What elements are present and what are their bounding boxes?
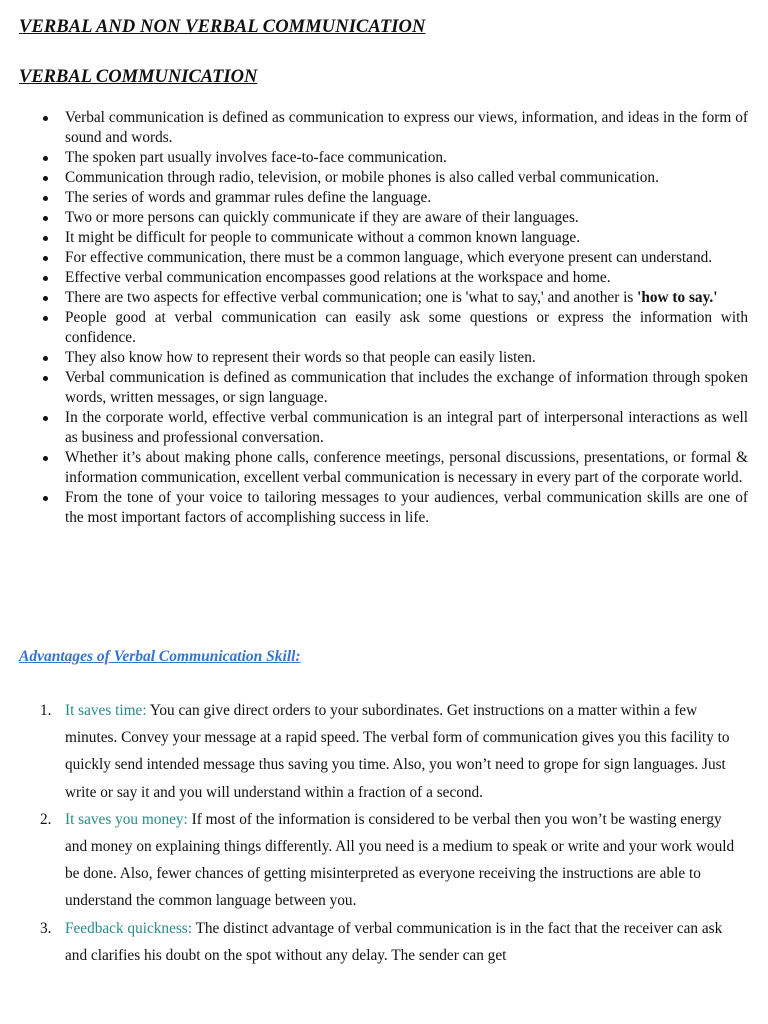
- bullet-item: Effective verbal communication encompasses good relations at the workspace and home.: [65, 268, 748, 288]
- list-number: 3.: [40, 919, 52, 937]
- bullet-item: People good at verbal communication can easily ask some questions or express the information with confidence.: [65, 309, 748, 346]
- bullet-item: Verbal communication is defined as communication to express our views, information, and ideas in the form of sound and words.: [65, 109, 748, 146]
- advantages-heading: Advantages of Verbal Communication Skill:: [19, 648, 301, 665]
- verbal-communication-bullet-list: [0, 108, 768, 528]
- bullet-item: In the corporate world, effective verbal communication is an integral part of interpersonal interactions as well as business and professional conversation.: [65, 409, 748, 446]
- advantage-term: It saves you money:: [65, 810, 188, 828]
- bullet-item: There are two aspects for effective verbal communication; one is 'what to say,' and another is 'how to say.': [65, 288, 748, 308]
- list-number: 2.: [40, 810, 52, 828]
- advantage-term: It saves time:: [65, 702, 147, 719]
- bullet-item: Two or more persons can quickly communicate if they are aware of their languages.: [65, 208, 748, 228]
- document-title: VERBAL AND NON VERBAL COMMUNICATION: [19, 17, 426, 37]
- bullet-item: Verbal communication is defined as communication that includes the exchange of information through spoken words, written messages, or sign language.: [65, 369, 748, 406]
- bullet-item: Communication through radio, television, or mobile phones is also called verbal communication.: [65, 168, 748, 188]
- bullet-item: From the tone of your voice to tailoring messages to your audiences, verbal communication skills are one of the most important factors of accomplishing success in life.: [65, 489, 748, 526]
- bullet-item: For effective communication, there must be a common language, which everyone present can understand.: [65, 248, 748, 268]
- advantage-item: [40, 806, 744, 915]
- bullet-item: The spoken part usually involves face-to-face communication.: [65, 148, 748, 168]
- advantage-term: Feedback quickness:: [65, 919, 193, 937]
- bullet-item: Whether it’s about making phone calls, conference meetings, personal discussions, presentations, or formal & information communication, excellent verbal communication is necessary in every part of the corporate world.: [65, 449, 748, 486]
- bullet-item: They also know how to represent their words so that people can easily listen.: [65, 348, 748, 368]
- bullet-item: It might be difficult for people to communicate without a common known language.: [65, 228, 748, 248]
- advantages-numbered-list: [0, 697, 768, 969]
- advantage-text: If most of the information is considered to be verbal then you won’t be wasting energy and money on explaining things differently. All you need is a medium to speak or write and your work would be done. Also, fewer chances of getting misinterpreted as everyone receiving the instructions are able to understand the common language between you.: [65, 810, 735, 910]
- advantage-text: The distinct advantage of verbal communication is in the fact that the receiver can ask and clarifies his doubt on the spot without any delay. The sender can get: [65, 919, 723, 964]
- advantage-item: [40, 697, 744, 806]
- bullet-bold-text: 'how to say.': [637, 289, 718, 306]
- bullet-item: The series of words and grammar rules define the language.: [65, 188, 748, 208]
- section-title-verbal-communication: VERBAL COMMUNICATION: [19, 67, 258, 87]
- advantage-text: You can give direct orders to your subordinates. Get instructions on a matter within a few minutes. Convey your message at a rapid speed. The verbal form of communication gives you this facility to quickly send intended message thus saving you time. Also, you won’t need to grope for sign languages. Just write or say it and you will understand within a fraction of a second.: [65, 702, 730, 801]
- list-number: 1.: [40, 702, 52, 719]
- advantage-item: [40, 915, 744, 969]
